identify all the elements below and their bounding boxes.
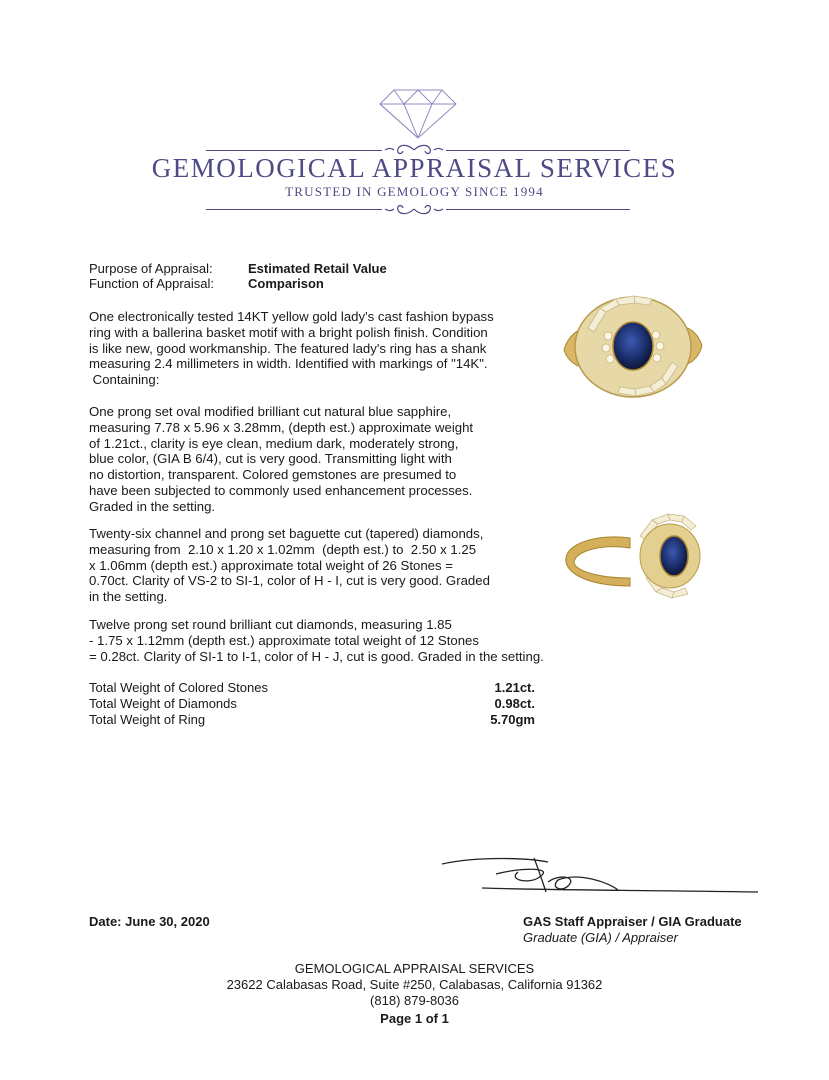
text-line: of 1.21ct., clarity is eye clean, medium dark, moderately strong, xyxy=(89,435,459,451)
text-line: Twenty-six channel and prong set baguette cut (tapered) diamonds, xyxy=(89,526,484,541)
purpose-label: Purpose of Appraisal: xyxy=(89,261,213,276)
header-rule-bottom-left xyxy=(206,209,382,210)
ring-top-view-image xyxy=(558,288,708,406)
text-line: One electronically tested 14KT yellow gold lady's cast fashion bypass xyxy=(89,309,494,324)
header-rule-top-right xyxy=(446,150,630,151)
appraiser-subtitle: Graduate (GIA) / Appraiser xyxy=(523,930,678,945)
total-value: 5.70gm xyxy=(490,712,535,727)
total-label: Total Weight of Diamonds xyxy=(89,696,237,711)
company-tagline: TRUSTED IN GEMOLOGY SINCE 1994 xyxy=(285,184,544,199)
purpose-value: Estimated Retail Value xyxy=(248,261,387,276)
text-line: no distortion, transparent. Colored gemstones are presumed to xyxy=(89,467,457,483)
text-line: = 0.28ct. Clarity of SI-1 to I-1, color of H - J, cut is good. Graded in the setting. xyxy=(89,648,544,664)
total-label: Total Weight of Colored Stones xyxy=(89,680,268,695)
text-line: Containing: xyxy=(89,372,160,388)
page-number: Page 1 of 1 xyxy=(380,1011,449,1026)
header-rule-top-left xyxy=(206,150,382,151)
function-label: Function of Appraisal: xyxy=(89,276,215,291)
appraisal-date: Date: June 30, 2020 xyxy=(89,914,210,929)
total-value: 1.21ct. xyxy=(494,680,535,695)
scroll-ornament-icon xyxy=(384,202,444,216)
text-line: - 1.75 x 1.12mm (depth est.) approximate total weight of 12 Stones xyxy=(89,632,479,648)
footer-address: 23622 Calabasas Road, Suite #250, Calabasas, California 91362 xyxy=(226,977,603,992)
text-line: in the setting. xyxy=(89,589,168,605)
text-line: Graded in the setting. xyxy=(89,498,216,514)
function-value: Comparison xyxy=(248,276,324,291)
text-line: Twelve prong set round brilliant cut diamonds, measuring 1.85 xyxy=(89,617,452,632)
text-line: ring with a ballerina basket motif with a bright polish finish. Condition xyxy=(89,324,488,340)
header-rule-bottom-right xyxy=(446,209,630,210)
diamond-logo-icon xyxy=(378,88,458,140)
footer-company: GEMOLOGICAL APPRAISAL SERVICES xyxy=(294,961,535,976)
text-line: have been subjected to commonly used enhancement processes. xyxy=(89,482,473,498)
round-diamond-paragraph xyxy=(89,617,569,664)
text-line: x 1.06mm (depth est.) approximate total weight of 26 Stones = xyxy=(89,557,453,573)
text-line: One prong set oval modified brilliant cut natural blue sapphire, xyxy=(89,404,452,419)
baguette-paragraph xyxy=(89,526,529,605)
text-line: is like new, good workmanship. The featured lady's ring has a shank xyxy=(89,340,487,356)
text-line: 0.70ct. Clarity of VS-2 to SI-1, color of H - I, cut is very good. Graded xyxy=(89,573,490,589)
description-paragraph xyxy=(89,309,529,388)
text-line: measuring from 2.10 x 1.20 x 1.02mm (depth est.) to 2.50 x 1.25 xyxy=(89,541,477,557)
appraiser-signature-image xyxy=(438,852,758,900)
total-value: 0.98ct. xyxy=(494,696,535,711)
ring-side-view-image xyxy=(560,508,706,608)
company-title: GEMOLOGICAL APPRAISAL SERVICES xyxy=(151,153,678,183)
text-line: measuring 2.4 millimeters in width. Identified with markings of "14K". xyxy=(89,356,488,372)
text-line: measuring 7.78 x 5.96 x 3.28mm, (depth est.) approximate weight xyxy=(89,419,474,435)
appraiser-title: GAS Staff Appraiser / GIA Graduate xyxy=(523,914,742,929)
sapphire-paragraph xyxy=(89,404,529,515)
footer-phone: (818) 879-8036 xyxy=(370,993,459,1008)
text-line: blue color, (GIA B 6/4), cut is very good. Transmitting light with xyxy=(89,451,452,467)
total-label: Total Weight of Ring xyxy=(89,712,206,727)
